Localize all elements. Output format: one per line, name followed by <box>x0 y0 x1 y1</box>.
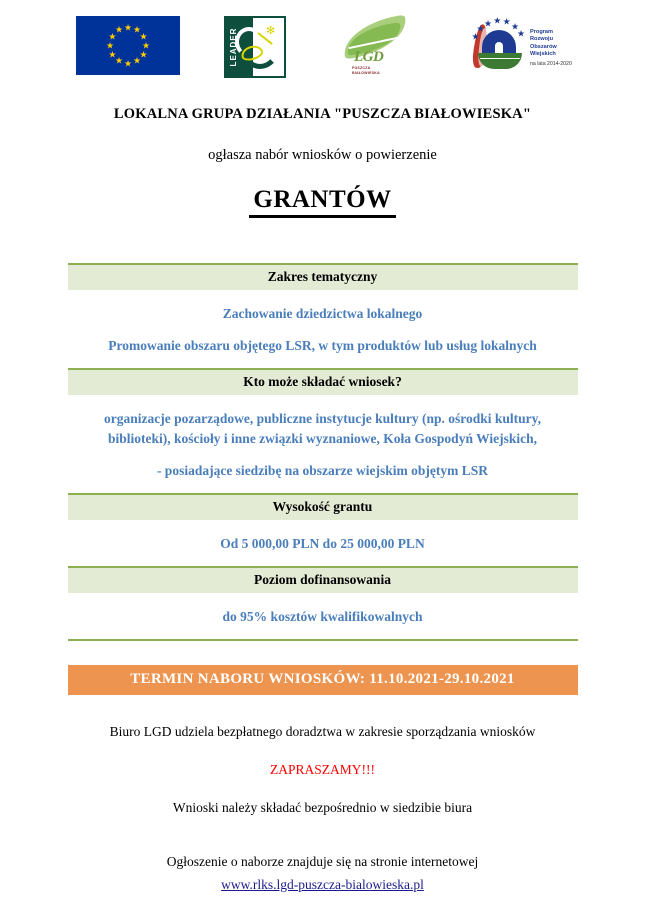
footer-advice-text: Biuro LGD udziela bezpłatnego doradztwa w zakresie sporządzania wniosków <box>109 724 536 739</box>
table-row-body-3 <box>68 593 578 640</box>
prow-line-3: Obszarów <box>530 43 557 50</box>
prow-years: na lata 2014-2020 <box>530 60 572 67</box>
leader-logo-icon <box>224 16 286 78</box>
eu-star-icon: ★ <box>108 31 117 41</box>
table-row-bottom-rule <box>68 640 578 643</box>
prow-text-block <box>530 29 572 68</box>
table-row-heading-2 <box>68 494 578 520</box>
logo-slot-eu <box>76 16 180 75</box>
lgd-subtitle-line2: BIAŁOWIESKA <box>352 71 380 75</box>
eu-flag-icon <box>76 16 180 75</box>
section-heading-wysokosc-grantu: Wysokość grantu <box>68 494 578 520</box>
section-heading-kto-moze-skladac-wniosek: Kto może składać wniosek? <box>68 369 578 395</box>
lgd-wordmark: LGD <box>354 49 384 65</box>
prow-line-1: Program <box>530 29 554 35</box>
prow-star-icon: ★ <box>511 21 520 32</box>
logo-slot-lgd <box>338 16 412 78</box>
deadline-banner: TERMIN NABORU WNIOSKÓW: 11.10.2021-29.10.2021 <box>68 665 578 695</box>
prow-star-icon: ★ <box>493 15 502 26</box>
footer-block <box>0 724 645 893</box>
logo-strip <box>0 0 645 80</box>
footer-submission-text: Wnioski należy składać bezpośrednio w siedzibie biura <box>172 800 473 815</box>
grants-heading: GRANTÓW <box>249 186 395 218</box>
leader-spark-icon: ✻ <box>266 25 276 37</box>
lgd-subtitle <box>352 66 380 76</box>
eu-star-icon: ★ <box>108 49 117 59</box>
section-line-0-0: Zachowanie dziedzictwa lokalnego <box>222 306 423 321</box>
section-heading-poziom-dofinansowania: Poziom dofinansowania <box>68 567 578 593</box>
eu-star-icon: ★ <box>132 24 142 35</box>
eu-star-icon: ★ <box>139 49 148 59</box>
section-line-3-0: do 95% kosztów kwalifikowalnych <box>222 609 423 624</box>
section-body-wysokosc-grantu <box>68 520 578 567</box>
section-line-2-0: Od 5 000,00 PLN do 25 000,00 PLN <box>220 536 425 551</box>
footer-notice-text: Ogłoszenie o naborze znajduje się na stronie internetowej <box>166 854 479 869</box>
organization-title: LOKALNA GRUPA DZIAŁANIA "PUSZCZA BIAŁOWIESKA" <box>113 106 532 122</box>
prow-star-icon: ★ <box>471 31 480 42</box>
table-row-body-2 <box>68 520 578 567</box>
section-body-kto-moze-skladac-wniosek <box>68 395 578 494</box>
section-line-0-1: Promowanie obszaru objętego LSR, w tym produktów lub usług lokalnych <box>108 338 537 353</box>
prow-star-icon: ★ <box>502 16 511 27</box>
announcement-subtitle: ogłasza nabór wniosków o powierzenie <box>208 147 437 163</box>
prow-star-icon: ★ <box>483 18 493 29</box>
leader-wordmark: LEADER <box>229 27 238 67</box>
prow-star-icon: ★ <box>476 23 485 34</box>
section-line-1-1: - posiadające siedzibę na obszarze wiejskim objętym LSR <box>156 463 489 478</box>
eu-star-icon: ★ <box>123 22 133 32</box>
prow-star-icon: ★ <box>517 28 526 39</box>
prow-logo-icon <box>456 16 576 74</box>
section-body-zakres-tematyczny <box>68 290 578 369</box>
website-link[interactable]: www.rlks.lgd-puszcza-bialowieska.pl <box>221 877 424 892</box>
table-row-heading-0 <box>68 264 578 290</box>
table-row-heading-3 <box>68 567 578 593</box>
eu-star-icon: ★ <box>132 55 142 66</box>
table-row-body-0 <box>68 290 578 369</box>
footer-invitation-text: ZAPRASZAMY!!! <box>269 762 375 777</box>
logo-slot-leader <box>224 16 286 78</box>
prow-line-2: Rozwoju <box>530 36 553 43</box>
prow-emblem <box>456 15 528 72</box>
lgd-logo-icon <box>338 16 412 78</box>
title-block <box>0 106 645 218</box>
prow-field-shape <box>478 53 522 69</box>
eu-star-icon: ★ <box>123 58 133 68</box>
info-table <box>68 263 578 643</box>
eu-star-icon: ★ <box>139 31 148 41</box>
table-bottom-rule <box>68 640 578 643</box>
section-heading-zakres-tematyczny: Zakres tematyczny <box>68 264 578 290</box>
prow-line-4: Wiejskich <box>530 51 556 58</box>
lgd-subtitle-line1: PUSZCZA <box>352 66 371 70</box>
eu-star-icon: ★ <box>114 55 124 66</box>
eu-star-icon: ★ <box>141 40 151 50</box>
eu-star-icon: ★ <box>105 40 115 50</box>
section-line-1-0: organizacje pozarządowe, publiczne instytucje kultury (np. ośrodki kultury, biblioteki), kościoły i inne związki wyznaniowe, Koła Gospodyń Wiejskich, <box>103 411 542 446</box>
table-row-body-1 <box>68 395 578 494</box>
section-body-poziom-dofinansowania <box>68 593 578 640</box>
logo-slot-prow <box>456 16 576 74</box>
eu-star-icon: ★ <box>114 24 124 35</box>
table-row-heading-1 <box>68 369 578 395</box>
